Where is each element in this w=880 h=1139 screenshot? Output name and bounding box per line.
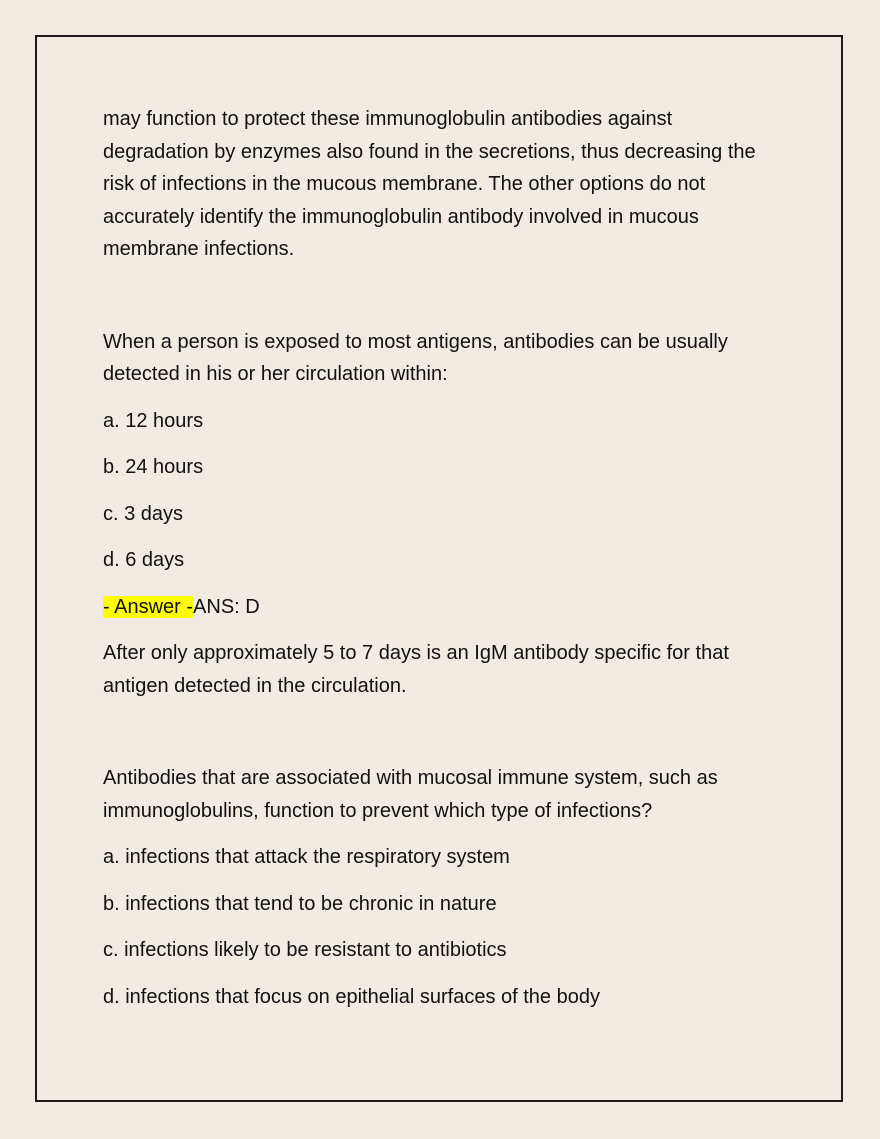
question-1-option-a: a. 12 hours: [103, 409, 204, 432]
question-1-option-c: c. 3 days: [103, 502, 184, 525]
question-2-option-b: b. infections that tend to be chronic in nature: [103, 892, 497, 915]
question-1-option-b: b. 24 hours: [103, 456, 204, 478]
question-1-explanation: After only approximately 5 to 7 days is an IgM antibody specific for that antigen detected in the circulation.: [103, 642, 729, 697]
question-2-option-c: c. infections likely to be resistant to antibiotics: [103, 939, 507, 961]
intro-paragraph: may function to protect these immunoglobulin antibodies against degradation by enzymes also found in the secretions, thus decreasing the risk of infections in the mucous membrane. The other options do not accurately identify the immunoglobulin antibody involved in mucous membrane infections.: [103, 108, 756, 260]
question-2-option-a: a. infections that attack the respiratory system: [103, 846, 510, 868]
question-2-stem: Antibodies that are associated with mucosal immune system, such as immunoglobulins, function to prevent which type of infections?: [103, 767, 718, 822]
question-1-option-d: d. 6 days: [103, 549, 185, 571]
answer-value: ANS: D: [193, 595, 260, 618]
question-1-stem: When a person is exposed to most antigens, antibodies can be usually detected in his or her circulation within:: [103, 330, 728, 385]
question-2-option-d: d. infections that focus on epithelial surfaces of the body: [103, 985, 600, 1008]
document-body: [103, 103, 783, 1027]
question-1-answer: [103, 591, 783, 624]
answer-label-highlight: - Answer -: [103, 595, 194, 618]
